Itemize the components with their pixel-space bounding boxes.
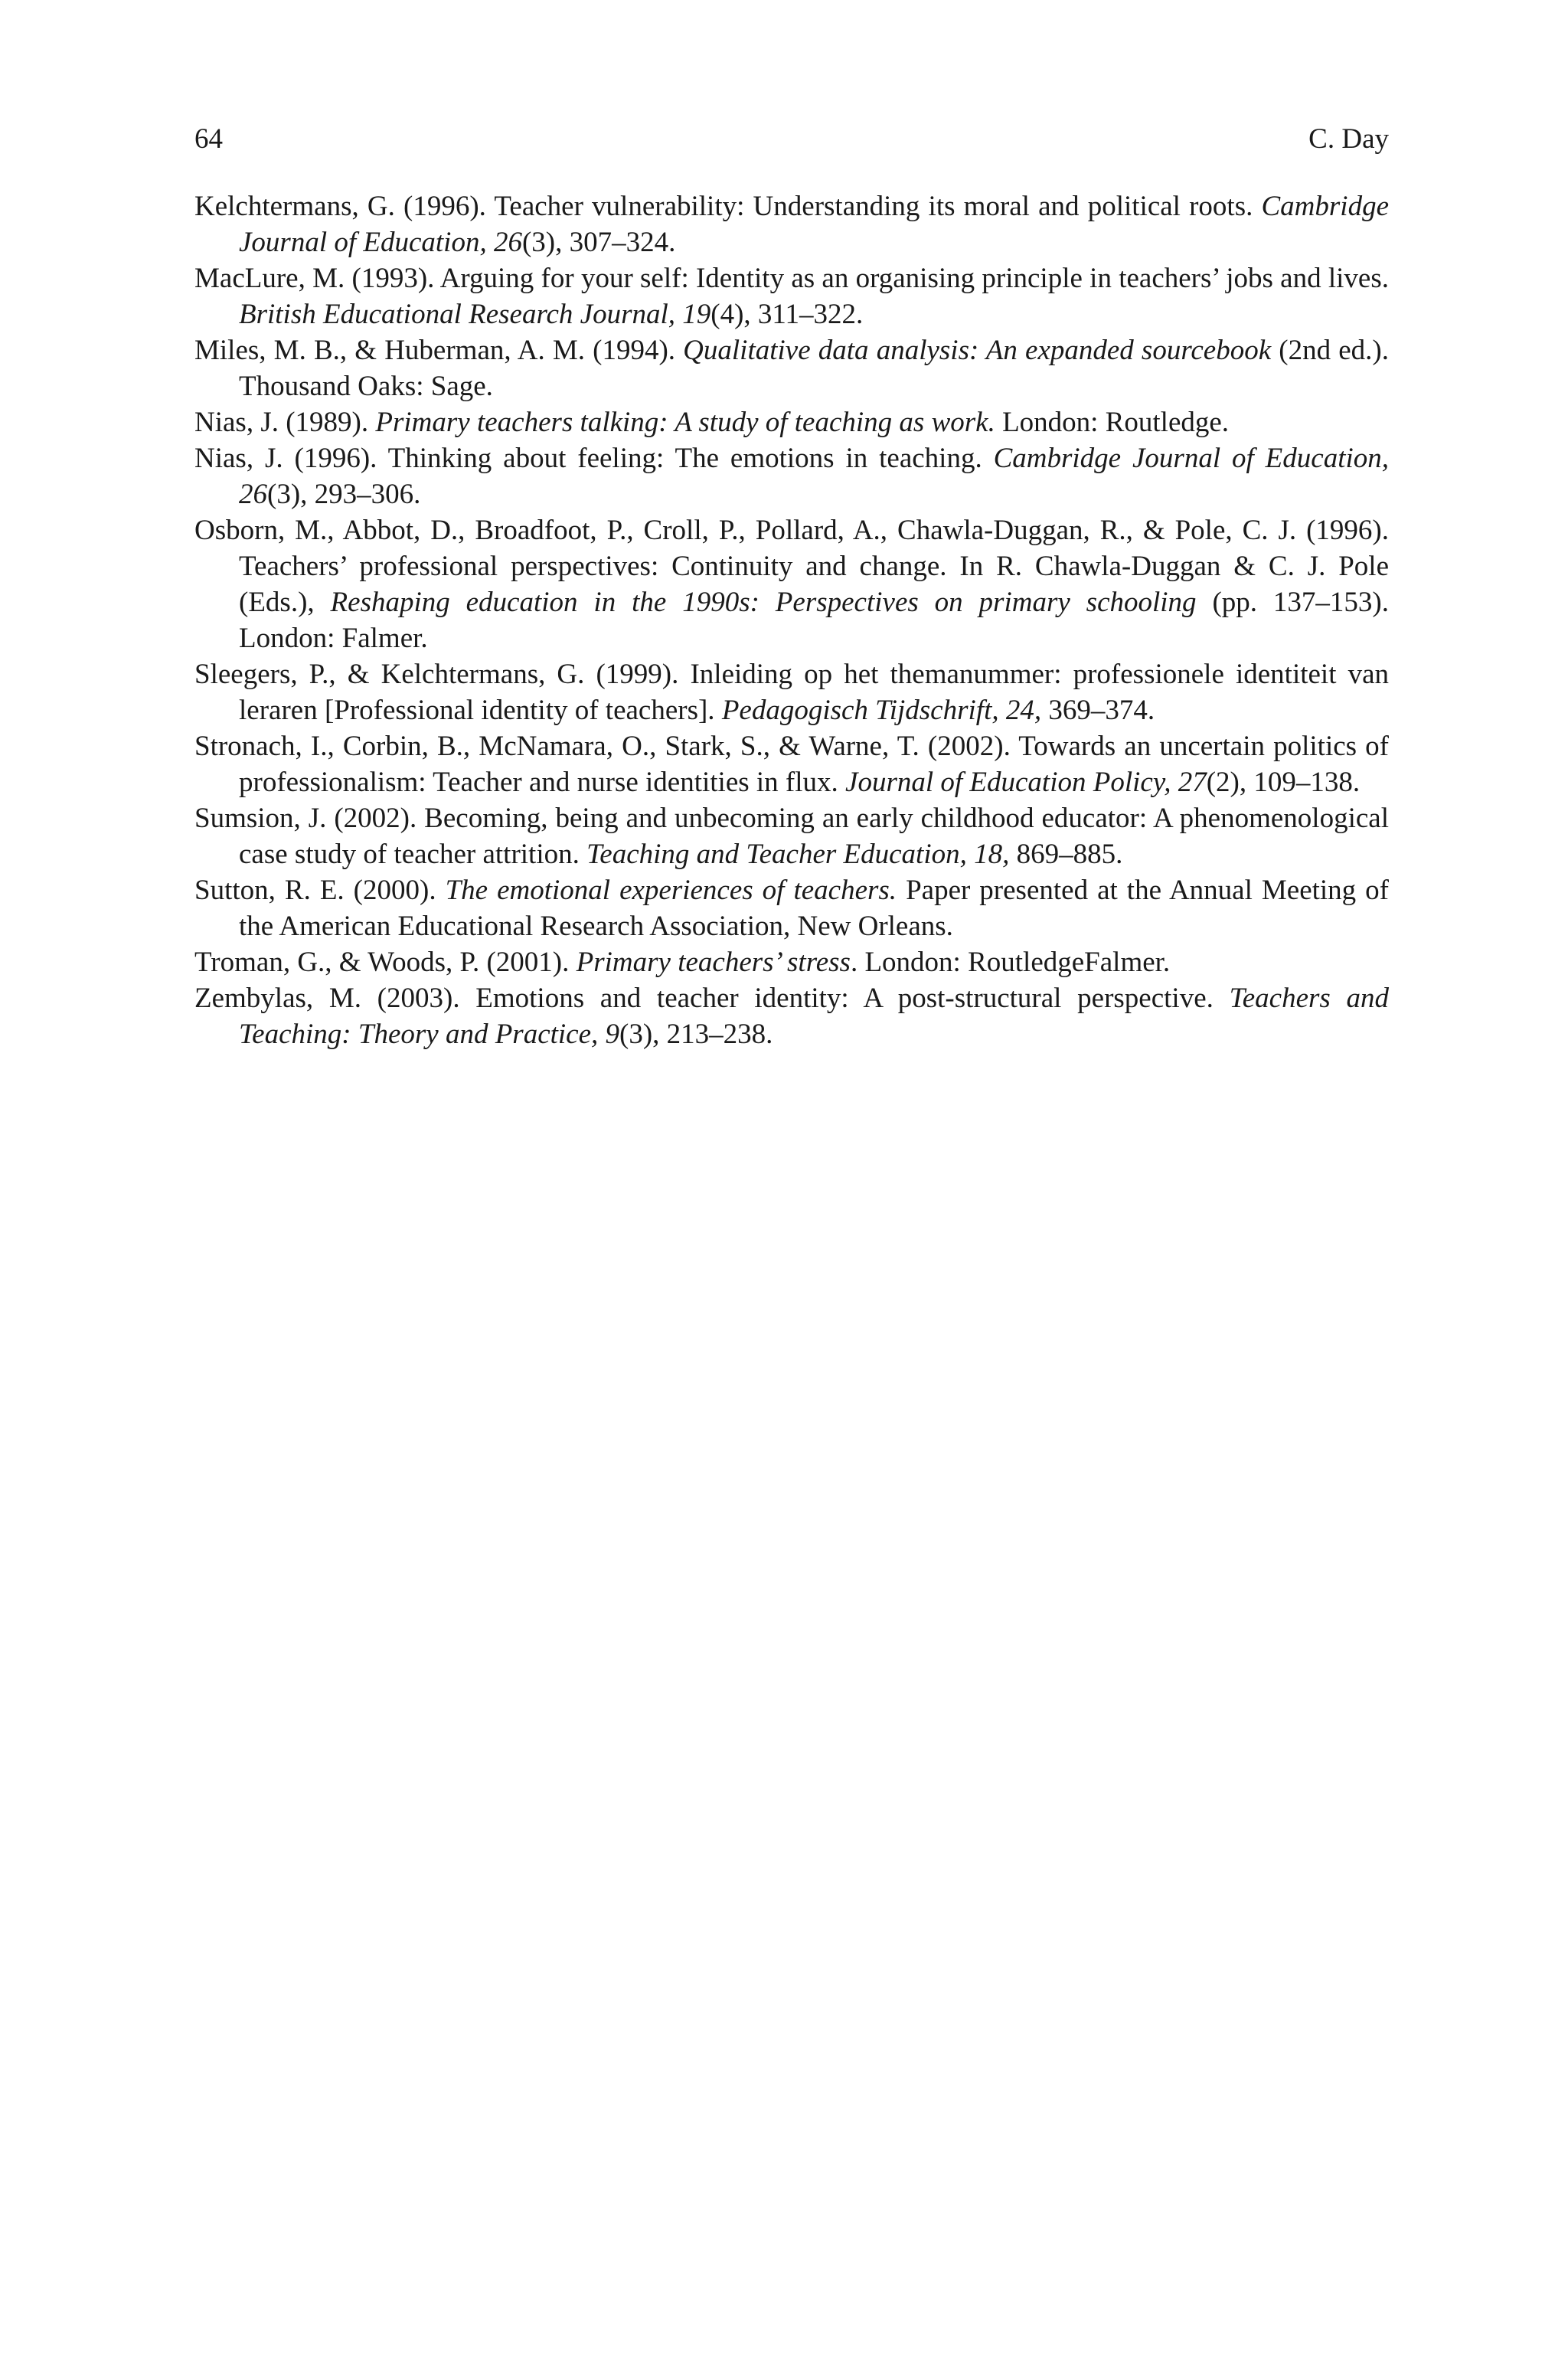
reference-text-segment: Miles, M. B., & Huberman, A. M. (1994). bbox=[194, 335, 684, 366]
reference-entry bbox=[194, 440, 1389, 512]
reference-entry bbox=[194, 260, 1389, 332]
reference-text-segment: Sleegers, P., & Kelchtermans, G. (1999). Inleiding op het themanummer: professionele identiteit van leraren [Professional identity of teachers]. bbox=[194, 659, 1389, 726]
reference-italic-segment: Pedagogisch Tijdschrift, 24, bbox=[721, 695, 1042, 726]
reference-italic-segment: Reshaping education in the 1990s: Perspectives on primary schooling bbox=[330, 587, 1197, 618]
reference-text-segment: 869–885. bbox=[1009, 839, 1123, 870]
reference-entry bbox=[194, 800, 1389, 872]
reference-text-segment: (2nd ed.). Thousand Oaks: Sage. bbox=[239, 335, 1389, 402]
running-head bbox=[194, 123, 1389, 156]
reference-entry bbox=[194, 512, 1389, 656]
reference-italic-segment: Cambridge Journal of Education, 26 bbox=[239, 443, 1389, 510]
reference-italic-segment: Cambridge Journal of Education, 26 bbox=[239, 191, 1389, 258]
reference-entry bbox=[194, 872, 1389, 944]
reference-italic-segment: Primary teachers’ stress bbox=[576, 947, 851, 978]
reference-text-segment: (4), 311–322. bbox=[710, 299, 864, 330]
reference-text-segment: Zembylas, M. (2003). Emotions and teacher identity: A post-structural perspective. bbox=[194, 983, 1230, 1014]
running-author: C. Day bbox=[1308, 123, 1389, 155]
reference-entry bbox=[194, 980, 1389, 1052]
reference-italic-segment: Teachers and Teaching: Theory and Practice, 9 bbox=[239, 983, 1389, 1050]
reference-italic-segment: Teaching and Teacher Education, 18, bbox=[586, 839, 1010, 870]
reference-list bbox=[194, 188, 1389, 1052]
reference-entry bbox=[194, 332, 1389, 404]
reference-text-segment: (2), 109–138. bbox=[1206, 767, 1361, 798]
reference-text-segment: (3), 307–324. bbox=[521, 227, 676, 258]
reference-text-segment: Troman, G., & Woods, P. (2001). bbox=[194, 947, 577, 978]
reference-text-segment: (3), 293–306. bbox=[267, 479, 421, 510]
reference-italic-segment: British Educational Research Journal, 19 bbox=[239, 299, 711, 330]
reference-text-segment: (pp. 137–153). London: Falmer. bbox=[239, 587, 1389, 654]
reference-text-segment: London: Routledge. bbox=[995, 407, 1230, 438]
reference-text-segment: Paper presented at the Annual Meeting of the American Educational Research Association, New Orleans. bbox=[239, 875, 1390, 942]
reference-entry bbox=[194, 944, 1389, 980]
reference-text-segment: MacLure, M. (1993). Arguing for your self: Identity as an organising principle in teachers’ jobs and lives. bbox=[194, 263, 1389, 294]
reference-entry bbox=[194, 188, 1389, 260]
reference-italic-segment: Journal of Education Policy, 27 bbox=[845, 767, 1207, 798]
reference-text-segment: . London: RoutledgeFalmer. bbox=[850, 947, 1171, 978]
reference-text-segment: Nias, J. (1989). bbox=[194, 407, 376, 438]
reference-text-segment: Osborn, M., Abbot, D., Broadfoot, P., Croll, P., Pollard, A., Chawla-Duggan, R., & Pole, C. J. (1996). Teachers’ professional perspectives: Continuity and change. In R. Chawla-Duggan & C. J. Pole (Eds.), bbox=[194, 515, 1389, 618]
reference-text-segment: Kelchtermans, G. (1996). Teacher vulnerability: Understanding its moral and political roots. bbox=[194, 191, 1262, 222]
reference-italic-segment: Primary teachers talking: A study of teaching as work. bbox=[375, 407, 995, 438]
reference-italic-segment: Qualitative data analysis: An expanded sourcebook bbox=[683, 335, 1272, 366]
reference-text-segment: Sumsion, J. (2002). Becoming, being and unbecoming an early childhood educator: A phenomenological case study of teacher attrition. bbox=[194, 803, 1389, 870]
reference-italic-segment: The emotional experiences of teachers. bbox=[445, 875, 897, 906]
reference-text-segment: Sutton, R. E. (2000). bbox=[194, 875, 446, 906]
reference-entry bbox=[194, 728, 1389, 800]
reference-entry bbox=[194, 404, 1389, 440]
reference-entry bbox=[194, 656, 1389, 728]
reference-text-segment: 369–374. bbox=[1041, 695, 1155, 726]
page bbox=[194, 123, 1389, 1052]
reference-text-segment: Nias, J. (1996). Thinking about feeling: The emotions in teaching. bbox=[194, 443, 994, 474]
reference-text-segment: Stronach, I., Corbin, B., McNamara, O., Stark, S., & Warne, T. (2002). Towards an uncertain politics of professionalism: Teacher and nurse identities in flux. bbox=[194, 731, 1389, 798]
reference-text-segment: (3), 213–238. bbox=[619, 1019, 773, 1050]
page-number: 64 bbox=[194, 123, 223, 155]
